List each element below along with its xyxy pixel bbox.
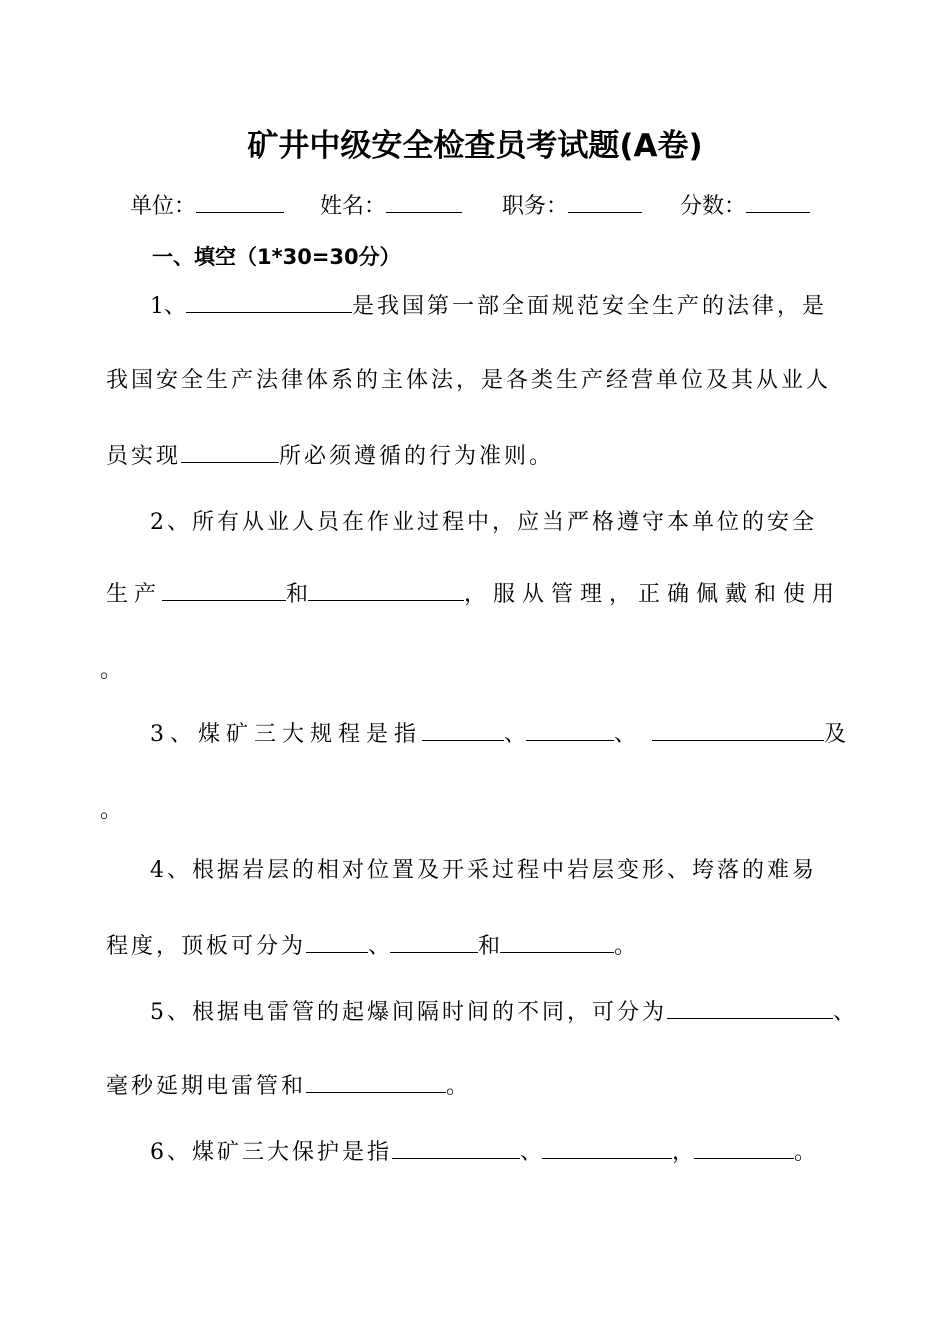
- q3-line2: 。: [100, 798, 123, 823]
- q4-blank3[interactable]: [500, 930, 614, 953]
- q2-line2: [106, 578, 841, 610]
- q6-blank3[interactable]: [694, 1136, 794, 1159]
- q6-blank1[interactable]: [392, 1136, 520, 1159]
- q4-text1: 程度，顶板可分为: [106, 934, 307, 959]
- q4-blank1[interactable]: [306, 930, 368, 953]
- q4-sep2: 和: [478, 934, 501, 959]
- q1-blank2[interactable]: [181, 440, 279, 463]
- q2-text2: 和: [286, 582, 309, 607]
- name-label: 姓名：: [320, 194, 387, 219]
- q1-number: 1、: [150, 294, 186, 319]
- q6-sep2: ，: [672, 1140, 695, 1165]
- q1-text2: 员实现: [106, 444, 182, 469]
- score-label: 分数：: [680, 194, 747, 219]
- score-blank[interactable]: [746, 190, 810, 213]
- q5-end: 。: [446, 1074, 469, 1099]
- q4-sep1: 、: [368, 934, 391, 959]
- position-label: 职务：: [502, 194, 569, 219]
- q6-end: 。: [794, 1140, 817, 1165]
- unit-field: [130, 190, 284, 222]
- q1-line2: 我国安全生产法律体系的主体法，是各类生产经营单位及其从业人: [106, 368, 832, 393]
- unit-blank[interactable]: [196, 190, 284, 213]
- name-field: [320, 190, 462, 222]
- position-field: [502, 190, 642, 222]
- unit-label: 单位：: [130, 194, 197, 219]
- position-blank[interactable]: [568, 190, 642, 213]
- name-blank[interactable]: [386, 190, 462, 213]
- q2-line1: 2、所有从业人员在作业过程中，应当严格遵守本单位的安全: [150, 510, 817, 535]
- q4-end: 。: [614, 934, 637, 959]
- q1-text3: 所必须遵循的行为准则。: [279, 444, 555, 469]
- q5-sep: 、: [833, 1000, 856, 1025]
- section-heading: 一、填空（1*30=30分）: [152, 245, 401, 269]
- q1-line1: [150, 290, 827, 322]
- q2-text3: ，服从管理，正确佩戴和使用: [464, 582, 842, 607]
- q2-blank1[interactable]: [162, 578, 286, 601]
- q1-blank1[interactable]: [186, 290, 352, 313]
- q1-text1: 是我国第一部全面规范安全生产的法律，是: [352, 294, 828, 319]
- q6-text1: 6、煤矿三大保护是指: [150, 1140, 392, 1165]
- q6-sep1: 、: [520, 1140, 543, 1165]
- q4-line2: [106, 930, 636, 962]
- q5-line1: [150, 996, 855, 1028]
- q3-blank2[interactable]: [526, 718, 614, 741]
- q3-blank3[interactable]: [652, 718, 824, 741]
- q3-text2: 及: [824, 722, 847, 747]
- page-title: 矿井中级安全检查员考试题(A卷): [247, 128, 703, 164]
- q5-text1: 5、根据电雷管的起爆间隔时间的不同，可分为: [150, 1000, 667, 1025]
- q3-line1: [150, 718, 846, 750]
- q3-blank1[interactable]: [422, 718, 504, 741]
- q2-text1: 生产: [106, 582, 163, 607]
- q1-line3: [106, 440, 554, 472]
- q6-blank2[interactable]: [542, 1136, 672, 1159]
- q3-sep1: 、: [504, 722, 527, 747]
- q2-blank2[interactable]: [308, 578, 464, 601]
- q5-blank2[interactable]: [306, 1070, 446, 1093]
- q6-line1: [150, 1136, 816, 1168]
- q5-text2: 毫秒延期电雷管和: [106, 1074, 307, 1099]
- q5-line2: [106, 1070, 468, 1102]
- q5-blank1[interactable]: [667, 996, 833, 1019]
- header-fields: [0, 190, 950, 224]
- q3-text1: 3、煤矿三大规程是指: [150, 722, 422, 747]
- q4-line1: 4、根据岩层的相对位置及开采过程中岩层变形、垮落的难易: [150, 858, 817, 883]
- q4-blank2[interactable]: [390, 930, 478, 953]
- score-field: [680, 190, 810, 222]
- q3-sep2: 、: [614, 722, 637, 747]
- q2-line3: 。: [100, 658, 123, 683]
